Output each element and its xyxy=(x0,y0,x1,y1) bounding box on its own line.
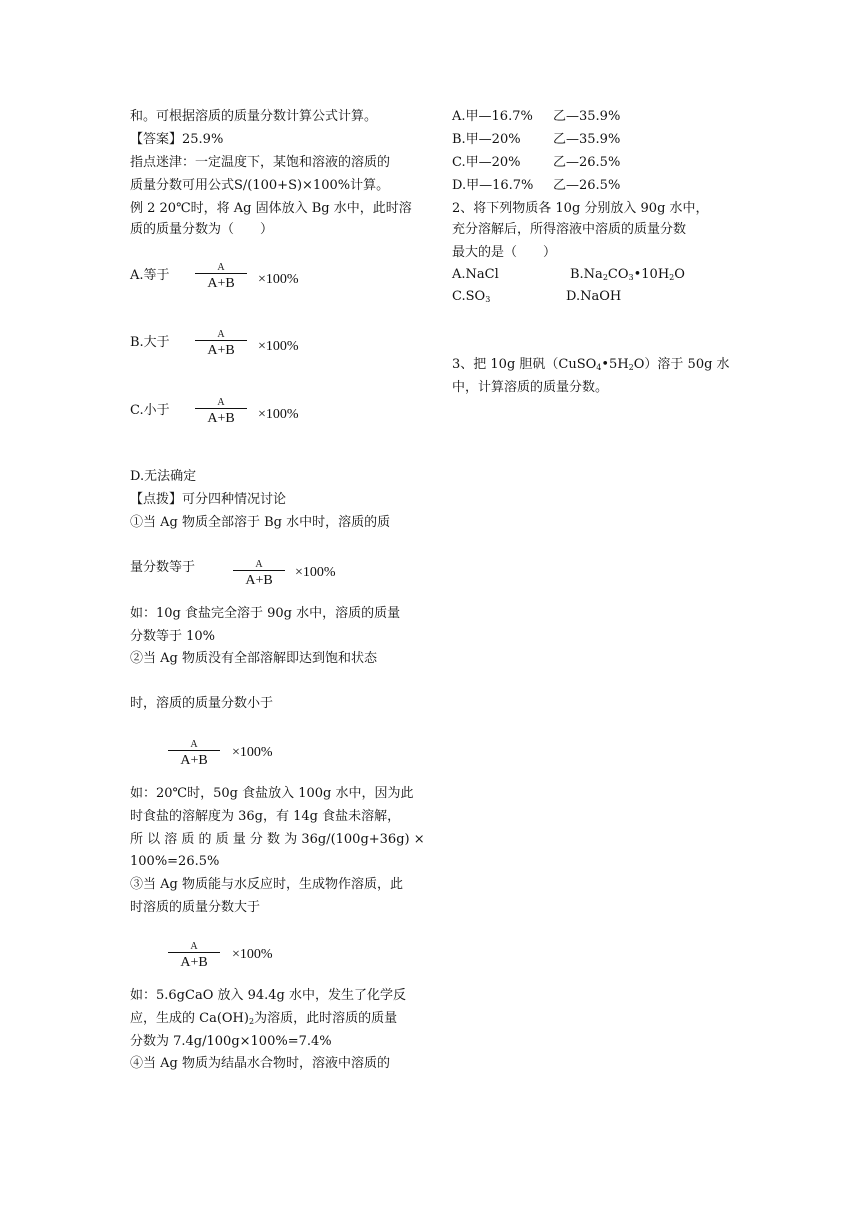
q2-option-b xyxy=(570,266,685,284)
text-line: 最大的是（ ） xyxy=(452,245,557,260)
text-line: 例 2 20℃时，将 Ag 固体放入 Bg 水中，此时溶 xyxy=(130,201,412,216)
text-line: 分数为 7.4g/100g×100%=7.4% xyxy=(130,1034,332,1049)
text-line: ②当 Ag 物质没有全部溶解即达到饱和状态 xyxy=(130,651,377,666)
option-label: B.甲—20% xyxy=(452,132,521,147)
fraction-numerator: A xyxy=(255,559,263,570)
q1-option-b xyxy=(452,131,621,149)
text-line: 时食盐的溶解度为 36g，有 14g 食盐未溶解， xyxy=(130,809,401,824)
option-label: C.甲—20% xyxy=(452,155,521,170)
fraction-numerator: A xyxy=(190,739,198,750)
fraction-bar xyxy=(233,570,285,571)
text-line: ③当 Ag 物质能与水反应时，生成物作溶质，此 xyxy=(130,877,403,892)
text-part: •5H xyxy=(601,357,629,372)
text-line: 分数等于 10% xyxy=(130,629,216,644)
q1-option-c xyxy=(452,154,621,172)
text-part: B.Na xyxy=(570,267,603,282)
text-line: 质的质量分数为（ ） xyxy=(130,222,274,237)
text-line: 如：10g 食盐完全溶于 90g 水中，溶质的质量 xyxy=(130,606,401,621)
text-line: 所 以 溶 质 的 质 量 分 数 为 36g/(100g+36g) × xyxy=(130,832,425,847)
text-line: 量分数等于 xyxy=(130,560,196,575)
text-line xyxy=(130,1010,397,1028)
subscript: 2 xyxy=(669,273,675,282)
text-part: •10H xyxy=(633,267,670,282)
times-100: ×100% xyxy=(232,745,273,760)
option-value: 乙—35.9% xyxy=(553,109,621,124)
text-line: 中，计算溶质的质量分数。 xyxy=(452,380,609,395)
q1-option-a xyxy=(452,108,621,126)
text-line: 充分溶解后，所得溶液中溶质的质量分数 xyxy=(452,222,687,237)
text-line: 100%=26.5% xyxy=(130,854,220,869)
fraction-bar xyxy=(168,750,220,751)
text-part: C.SO xyxy=(452,289,486,304)
option-label: D.甲—16.7% xyxy=(452,178,534,193)
q2-option-c xyxy=(452,288,490,306)
option-b: B.大于 xyxy=(130,335,170,350)
times-100: ×100% xyxy=(258,339,299,354)
subscript: 2 xyxy=(602,273,608,282)
answer-line: 【答案】25.9% xyxy=(130,132,224,147)
fraction-denominator: A+B xyxy=(207,276,235,291)
text-line: 2、将下列物质各 10g 分别放入 90g 水中， xyxy=(452,201,709,216)
text-line: 时，溶质的质量分数小于 xyxy=(130,696,274,711)
text-part: O）溶于 50g 水 xyxy=(633,357,730,372)
subscript: 2 xyxy=(248,1017,255,1026)
text-part: O xyxy=(674,267,685,282)
fraction-bar xyxy=(168,952,220,953)
fraction-numerator: A xyxy=(217,329,225,340)
text-part: CO xyxy=(607,267,629,282)
subscript: 2 xyxy=(628,363,634,372)
text-part: 为溶质，此时溶质的质量 xyxy=(254,1011,398,1026)
option-label: A.甲—16.7% xyxy=(452,109,533,124)
times-100: ×100% xyxy=(258,407,299,422)
hint-heading: 【点拨】可分四种情况讨论 xyxy=(130,492,287,507)
text-line: 质量分数可用公式S/(100+S)×100%计算。 xyxy=(130,178,390,193)
option-a: A.等于 xyxy=(130,268,170,283)
subscript: 3 xyxy=(628,273,634,282)
text-line: 如：20℃时，50g 食盐放入 100g 水中，因为此 xyxy=(130,786,414,801)
subscript: 3 xyxy=(485,295,491,304)
q2-option-d: D.NaOH xyxy=(566,289,622,304)
text-part: 应，生成的 Ca(OH) xyxy=(130,1011,249,1026)
text-line: ①当 Ag 物质全部溶于 Bg 水中时，溶质的质 xyxy=(130,515,391,530)
times-100: ×100% xyxy=(295,565,336,580)
fraction-denominator: A+B xyxy=(180,753,208,768)
text-part: 3、把 10g 胆矾（CuSO xyxy=(452,357,597,372)
q1-option-d xyxy=(452,177,621,195)
fraction-numerator: A xyxy=(217,262,225,273)
text-line: 如：5.6gCaO 放入 94.4g 水中，发生了化学反 xyxy=(130,988,407,1003)
text-line: ④当 Ag 物质为结晶水合物时，溶液中溶质的 xyxy=(130,1056,390,1071)
fraction-numerator: A xyxy=(190,941,198,952)
times-100: ×100% xyxy=(232,947,273,962)
fraction-bar xyxy=(195,340,247,341)
fraction-denominator: A+B xyxy=(245,573,273,588)
text-line: 和。可根据溶质的质量分数计算公式计算。 xyxy=(130,109,378,124)
option-value: 乙—26.5% xyxy=(553,155,621,170)
text-line: 指点迷津：一定温度下，某饱和溶液的溶质的 xyxy=(130,155,391,170)
option-d: D.无法确定 xyxy=(130,469,197,484)
times-100: ×100% xyxy=(258,272,299,287)
fraction-bar xyxy=(195,408,247,409)
text-line: 时溶质的质量分数大于 xyxy=(130,900,261,915)
fraction-denominator: A+B xyxy=(207,343,235,358)
option-c: C.小于 xyxy=(130,403,170,418)
subscript: 4 xyxy=(596,363,602,372)
q2-option-a: A.NaCl xyxy=(452,267,499,282)
fraction-bar xyxy=(195,273,247,274)
option-value: 乙—26.5% xyxy=(553,178,621,193)
fraction-denominator: A+B xyxy=(207,411,235,426)
text-line xyxy=(452,356,730,374)
option-value: 乙—35.9% xyxy=(553,132,621,147)
fraction-numerator: A xyxy=(217,397,225,408)
fraction-denominator: A+B xyxy=(180,955,208,970)
